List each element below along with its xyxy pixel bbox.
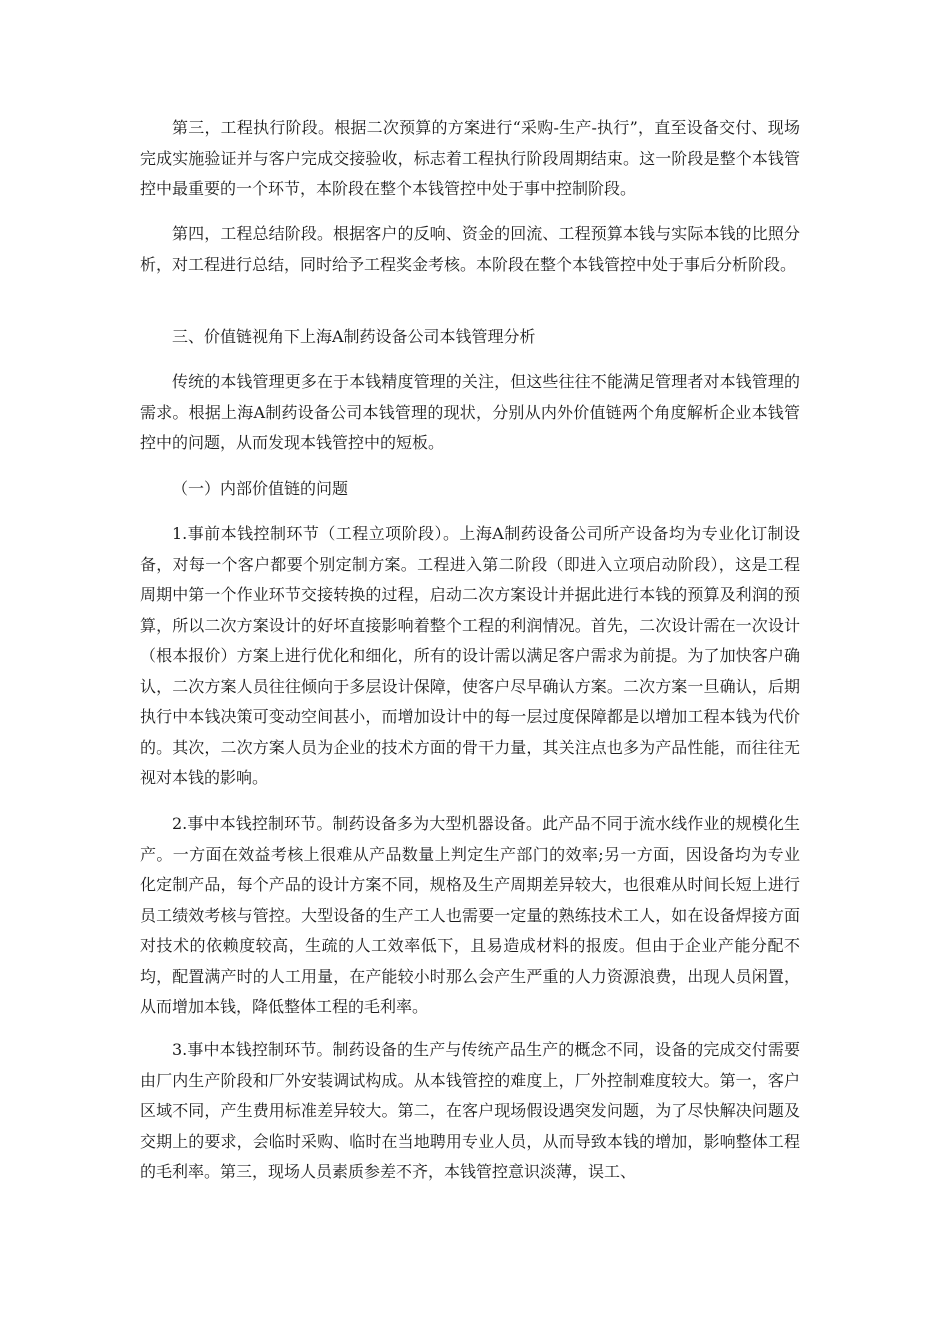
paragraph-stage-three: 第三，工程执行阶段。根据二次预算的方案进行“采购-生产-执行”，直至设备交付、现场完成实施验证并与客户完成交接验收，标志着工程执行阶段周期结束。这一阶段是整个本钱管控中最重要的一个环节，本阶段在整个本钱管控中处于事中控制阶段。	[140, 118, 800, 198]
paragraph-item-one: 1.事前本钱控制环节（工程立项阶段）。上海A制药设备公司所产设备均为专业化订制设备，对每一个客户都要个别定制方案。工程进入第二阶段（即进入立项启动阶段），这是工程周期中第一个作业环节交接转换的过程，启动二次方案设计并据此进行本钱的预算及利润的预算，所以二次方案设计的好坏直接影响着整个工程的利润情况。首先，二次设计需在一次设计（根本报价）方案上进行优化和细化，所有的设计需以满足客户需求为前提。为了加快客户确认，二次方案人员往往倾向于多层设计保障，使客户尽早确认方案。二次方案一旦确认，后期执行中本钱决策可变动空间甚小，而增加设计中的每一层过度保障都是以增加工程本钱为代价的。其次，二次方案人员为企业的技术方面的骨干力量，其关注点也多为产品性能，而往往无视对本钱的影响。	[140, 524, 800, 787]
paragraph-traditional-cost: 传统的本钱管理更多在于本钱精度管理的关注，但这些往往不能满足管理者对本钱管理的需求。根据上海A制药设备公司本钱管理的现状，分别从内外价值链两个角度解析企业本钱管控中的问题，从而发现本钱管控中的短板。	[140, 372, 800, 452]
paragraph-item-two: 2.事中本钱控制环节。制药设备多为大型机器设备。此产品不同于流水线作业的规模化生产。一方面在效益考核上很难从产品数量上判定生产部门的效率;另一方面，因设备均为专业化定制产品，每个产品的设计方案不同，规格及生产周期差异较大，也很难从时间长短上进行员工绩效考核与管控。大型设备的生产工人也需要一定量的熟练技术工人，如在设备焊接方面对技术的依赖度较高，生疏的人工效率低下，且易造成材料的报废。但由于企业产能分配不均，配置满产时的人工用量，在产能较小时那么会产生严重的人力资源浪费，出现人员闲置，从而增加本钱，降低整体工程的毛利率。	[140, 814, 800, 1016]
paragraph-item-three: 3.事中本钱控制环节。制药设备的生产与传统产品生产的概念不同，设备的完成交付需要由厂内生产阶段和厂外安装调试构成。从本钱管控的难度上，厂外控制难度较大。第一，客户区域不同，产生费用标准差异较大。第二，在客户现场假设遇突发问题，为了尽快解决问题及交期上的要求，会临时采购、临时在当地聘用专业人员，从而导致本钱的增加，影响整体工程的毛利率。第三，现场人员素质参差不齐，本钱管控意识淡薄，误工、	[140, 1040, 800, 1181]
subsection-heading-internal: （一）内部价值链的问题	[172, 479, 349, 498]
section-heading-three: 三、价值链视角下上海A制药设备公司本钱管理分析	[172, 327, 536, 346]
paragraph-stage-four: 第四，工程总结阶段。根据客户的反响、资金的回流、工程预算本钱与实际本钱的比照分析，对工程进行总结，同时给予工程奖金考核。本阶段在整个本钱管控中处于事后分析阶段。	[140, 224, 800, 274]
